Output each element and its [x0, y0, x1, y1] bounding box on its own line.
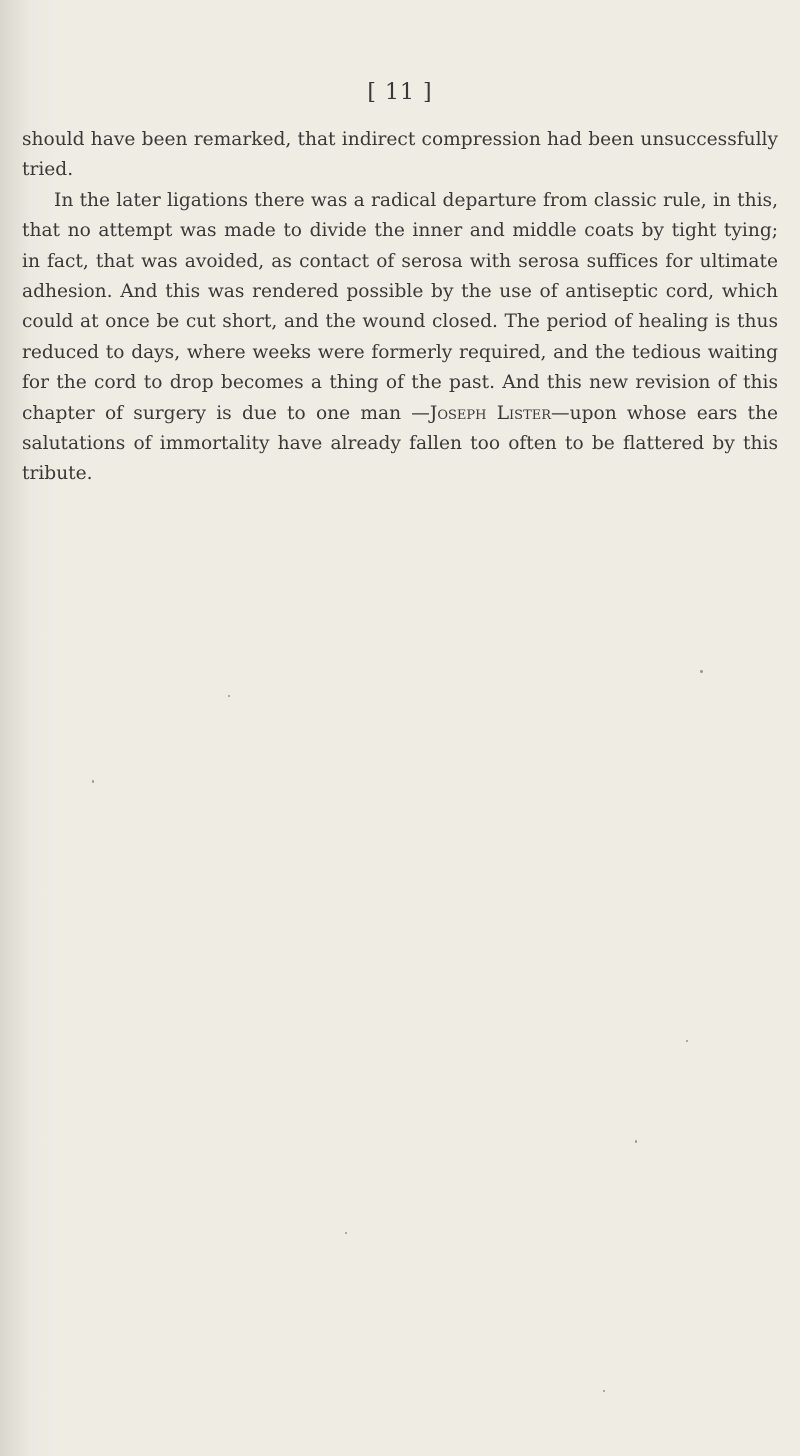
person-name: Joseph Lister: [429, 402, 552, 424]
paper-speck: [635, 1140, 637, 1143]
paragraph-text: In the later ligations there was a radical departure from classic rule, in this, that no attempt was made to divide the inner and middle coats by tight tying; in fact, that was avoided, as contact of serosa with serosa suffices for ultimate adhesion. And this was rendered possible by the use of antiseptic cord, which could at once be cut short, and the wound closed. The period of healing is thus reduced to days, where weeks were formerly required, and the tedious waiting for the cord to drop becomes a thing of the past. And this new revision of this chapter of surgery is due to one man —: [22, 189, 778, 424]
paper-speck: [603, 1390, 605, 1392]
paper-speck: [92, 780, 94, 783]
page-number: [ 11 ]: [367, 80, 433, 105]
paragraph-ligations: [22, 186, 778, 490]
paper-speck: [345, 1232, 347, 1234]
paper-speck: [686, 1040, 688, 1042]
paragraph-text-end: —upon whose ears the salutations of immortality have already fallen too often to be flattered by this tribute.: [22, 402, 778, 485]
paper-speck: [228, 695, 230, 697]
body-text: [22, 125, 778, 490]
paper-speck: [700, 670, 703, 673]
paragraph-continuation: should have been remarked, that indirect compression had been unsuccessfully tried.: [22, 129, 778, 181]
